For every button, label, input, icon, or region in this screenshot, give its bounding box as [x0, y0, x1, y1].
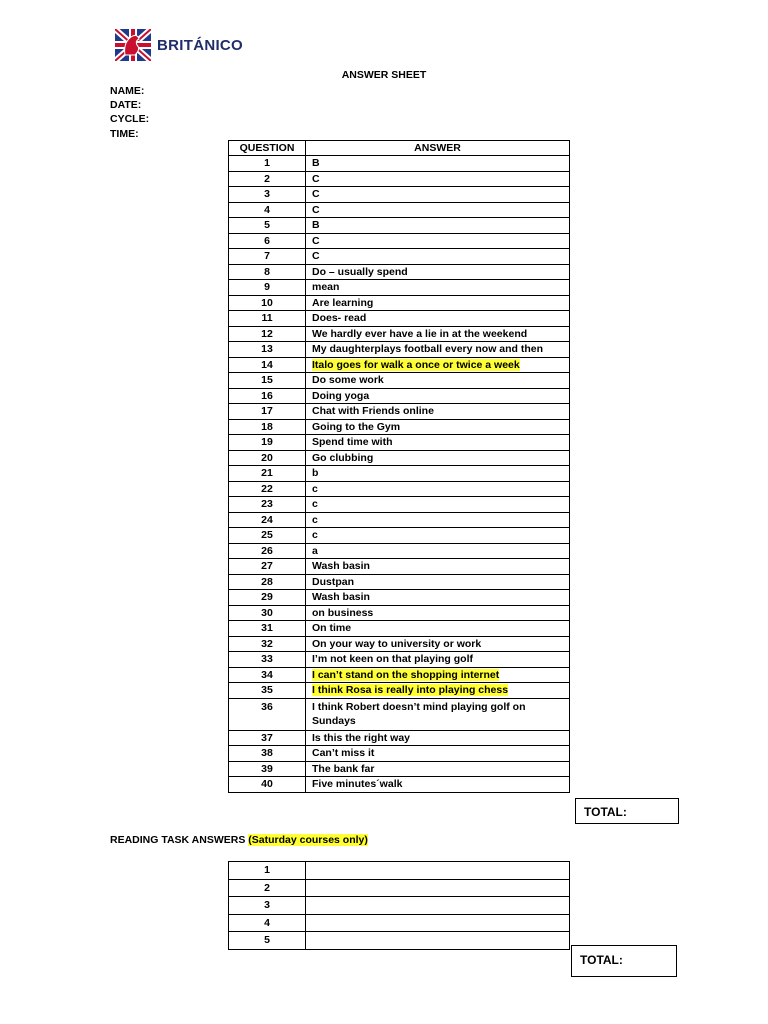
- answer-row: [229, 574, 570, 590]
- answer-text: On time: [312, 622, 352, 635]
- answer-cell: [306, 574, 570, 590]
- answer-row: [229, 435, 570, 451]
- britanico-logo: [115, 29, 245, 63]
- field-time: TIME:: [110, 127, 139, 140]
- answer-cell: [306, 171, 570, 187]
- reading-row: [229, 914, 570, 932]
- reading-answer-cell[interactable]: [306, 897, 570, 915]
- answer-cell: [306, 543, 570, 559]
- answer-cell: [306, 280, 570, 296]
- answer-text: Is this the right way: [312, 731, 411, 744]
- reading-task-heading: [110, 834, 368, 846]
- question-number: 11: [229, 311, 306, 327]
- question-number: 8: [229, 264, 306, 280]
- answer-row: [229, 171, 570, 187]
- question-number: 38: [229, 746, 306, 762]
- answer-text: On your way to university or work: [312, 637, 482, 650]
- answer-text: C: [312, 203, 320, 216]
- answer-text: C: [312, 172, 320, 185]
- reading-row: [229, 862, 570, 880]
- answer-text: C: [312, 188, 320, 201]
- answer-text: c: [312, 513, 318, 526]
- answer-text: Italo goes for walk a once or twice a week: [312, 358, 520, 371]
- answer-text: b: [312, 467, 319, 480]
- answer-text-continued: Sundays: [312, 715, 356, 727]
- answer-text: I’m not keen on that playing golf: [312, 653, 474, 666]
- answer-text: Doing yoga: [312, 389, 370, 402]
- answer-text: Do – usually spend: [312, 265, 408, 278]
- question-number: 13: [229, 342, 306, 358]
- question-number: 20: [229, 450, 306, 466]
- answer-row: [229, 683, 570, 699]
- student-fields: [110, 84, 149, 141]
- question-number: 15: [229, 373, 306, 389]
- reading-task-label: READING TASK ANSWERS: [110, 834, 249, 846]
- question-number: 25: [229, 528, 306, 544]
- answer-cell: [306, 264, 570, 280]
- answer-text: I think Rosa is really into playing chess: [312, 684, 509, 697]
- answer-row: [229, 777, 570, 793]
- answer-text: The bank far: [312, 762, 375, 775]
- answer-row: [229, 605, 570, 621]
- brand-name: BRITÁNICO: [157, 37, 244, 54]
- answer-row: [229, 512, 570, 528]
- answer-cell: [306, 218, 570, 234]
- answer-text: a: [312, 544, 318, 557]
- answer-text: Go clubbing: [312, 451, 374, 464]
- answer-row: [229, 528, 570, 544]
- answer-row: [229, 218, 570, 234]
- union-jack-lion-icon: [115, 29, 151, 61]
- answer-cell: [306, 512, 570, 528]
- answer-text: mean: [312, 281, 340, 294]
- question-number: 9: [229, 280, 306, 296]
- answer-text: Wash basin: [312, 560, 370, 573]
- field-name: NAME:: [110, 85, 145, 97]
- question-number: 37: [229, 730, 306, 746]
- reading-answer-cell[interactable]: [306, 862, 570, 880]
- answer-cell: [306, 481, 570, 497]
- answer-row: [229, 419, 570, 435]
- answer-row: [229, 636, 570, 652]
- answer-cell: [306, 652, 570, 668]
- answer-cell: [306, 761, 570, 777]
- answer-cell: [306, 450, 570, 466]
- answer-text: Spend time with: [312, 436, 393, 449]
- answer-text: Wash basin: [312, 591, 370, 604]
- question-number: 35: [229, 683, 306, 699]
- answer-row: [229, 746, 570, 762]
- answer-cell: [306, 683, 570, 699]
- answer-cell: [306, 419, 570, 435]
- question-number: 18: [229, 419, 306, 435]
- answer-text: C: [312, 250, 320, 263]
- question-number: 7: [229, 249, 306, 265]
- answer-cell: [306, 373, 570, 389]
- answer-cell: [306, 388, 570, 404]
- answer-row: [229, 652, 570, 668]
- question-number: 40: [229, 777, 306, 793]
- answer-cell: [306, 311, 570, 327]
- answer-row: [229, 388, 570, 404]
- answer-cell: [306, 156, 570, 172]
- field-date: DATE:: [110, 99, 142, 112]
- answer-text: We hardly ever have a lie in at the weekend: [312, 327, 528, 340]
- answer-row: [229, 404, 570, 420]
- answer-row: [229, 667, 570, 683]
- question-number: 23: [229, 497, 306, 513]
- answer-cell: [306, 528, 570, 544]
- answer-text: Five minutes´walk: [312, 778, 403, 791]
- page-title: ANSWER SHEET: [341, 69, 427, 81]
- question-number: 2: [229, 171, 306, 187]
- answer-table-header: [229, 141, 570, 156]
- answer-text: Chat with Friends online: [312, 405, 434, 418]
- answer-text: My daughterplays football every now and then: [312, 343, 544, 356]
- question-number: 27: [229, 559, 306, 575]
- answer-cell: [306, 295, 570, 311]
- answer-text: c: [312, 482, 318, 495]
- answer-row: [229, 466, 570, 482]
- answer-row: [229, 156, 570, 172]
- answer-cell: [306, 590, 570, 606]
- answer-cell: [306, 435, 570, 451]
- answer-cell: [306, 497, 570, 513]
- answer-row: [229, 450, 570, 466]
- answer-table: [228, 140, 570, 793]
- answer-text: I can’t stand on the shopping internet: [312, 668, 500, 681]
- reading-question-number: 5: [229, 932, 306, 950]
- answer-cell: [306, 621, 570, 637]
- reading-question-number: 3: [229, 897, 306, 915]
- answer-row: [229, 761, 570, 777]
- answer-row: [229, 497, 570, 513]
- reading-answer-cell[interactable]: [306, 879, 570, 897]
- question-number: 36: [229, 698, 306, 730]
- answer-table-body: [229, 156, 570, 793]
- answer-text: Going to the Gym: [312, 420, 401, 433]
- answer-text: c: [312, 529, 318, 542]
- answer-text: B: [312, 157, 320, 170]
- column-question: QUESTION: [229, 141, 306, 156]
- question-number: 3: [229, 187, 306, 203]
- answer-cell: [306, 233, 570, 249]
- question-number: 34: [229, 667, 306, 683]
- answer-row: [229, 295, 570, 311]
- reading-answer-table: [228, 861, 570, 950]
- answer-cell: [306, 636, 570, 652]
- question-number: 32: [229, 636, 306, 652]
- answer-row: [229, 233, 570, 249]
- answer-cell: [306, 202, 570, 218]
- answer-row: [229, 187, 570, 203]
- answer-cell: [306, 698, 570, 730]
- answer-row: [229, 559, 570, 575]
- total-box-reading: TOTAL:: [571, 945, 677, 977]
- reading-task-note: (Saturday courses only): [248, 834, 368, 846]
- question-number: 39: [229, 761, 306, 777]
- reading-row: [229, 897, 570, 915]
- question-number: 6: [229, 233, 306, 249]
- question-number: 5: [229, 218, 306, 234]
- reading-row: [229, 879, 570, 897]
- answer-row: [229, 202, 570, 218]
- answer-text: Can’t miss it: [312, 747, 375, 760]
- answer-text: C: [312, 234, 320, 247]
- question-number: 33: [229, 652, 306, 668]
- column-answer: ANSWER: [306, 141, 570, 156]
- field-cycle: CYCLE:: [110, 113, 150, 126]
- question-number: 19: [229, 435, 306, 451]
- question-number: 1: [229, 156, 306, 172]
- answer-row: [229, 373, 570, 389]
- answer-cell: [306, 187, 570, 203]
- answer-row: [229, 249, 570, 265]
- answer-row: [229, 342, 570, 358]
- answer-row: [229, 730, 570, 746]
- question-number: 22: [229, 481, 306, 497]
- answer-text: c: [312, 498, 318, 511]
- total-box-answers: TOTAL:: [575, 798, 679, 824]
- question-number: 4: [229, 202, 306, 218]
- answer-cell: [306, 326, 570, 342]
- answer-row: [229, 543, 570, 559]
- answer-cell: [306, 404, 570, 420]
- question-number: 28: [229, 574, 306, 590]
- question-number: 24: [229, 512, 306, 528]
- question-number: 31: [229, 621, 306, 637]
- answer-text: on business: [312, 606, 374, 619]
- answer-cell: [306, 249, 570, 265]
- answer-cell: [306, 777, 570, 793]
- answer-text: B: [312, 219, 320, 232]
- question-number: 30: [229, 605, 306, 621]
- question-number: 12: [229, 326, 306, 342]
- question-number: 29: [229, 590, 306, 606]
- reading-answer-cell[interactable]: [306, 932, 570, 950]
- answer-row: [229, 698, 570, 730]
- answer-text: Dustpan: [312, 575, 354, 588]
- reading-question-number: 1: [229, 862, 306, 880]
- reading-table-body: [229, 862, 570, 950]
- answer-cell: [306, 730, 570, 746]
- answer-row: [229, 481, 570, 497]
- question-number: 14: [229, 357, 306, 373]
- question-number: 17: [229, 404, 306, 420]
- answer-cell: [306, 559, 570, 575]
- question-number: 10: [229, 295, 306, 311]
- answer-cell: [306, 605, 570, 621]
- answer-text: Does- read: [312, 312, 367, 325]
- answer-row: [229, 590, 570, 606]
- answer-cell: [306, 466, 570, 482]
- reading-answer-cell[interactable]: [306, 914, 570, 932]
- answer-row: [229, 357, 570, 373]
- answer-row: [229, 280, 570, 296]
- answer-cell: [306, 667, 570, 683]
- answer-row: [229, 621, 570, 637]
- question-number: 21: [229, 466, 306, 482]
- answer-row: [229, 264, 570, 280]
- answer-text: Are learning: [312, 296, 374, 309]
- reading-question-number: 4: [229, 914, 306, 932]
- question-number: 26: [229, 543, 306, 559]
- answer-text: Do some work: [312, 374, 384, 387]
- question-number: 16: [229, 388, 306, 404]
- answer-cell: [306, 342, 570, 358]
- answer-row: [229, 326, 570, 342]
- answer-text: I think Robert doesn’t mind playing golf on: [312, 701, 526, 713]
- reading-row: [229, 932, 570, 950]
- answer-row: [229, 311, 570, 327]
- answer-cell: [306, 746, 570, 762]
- reading-question-number: 2: [229, 879, 306, 897]
- answer-cell: [306, 357, 570, 373]
